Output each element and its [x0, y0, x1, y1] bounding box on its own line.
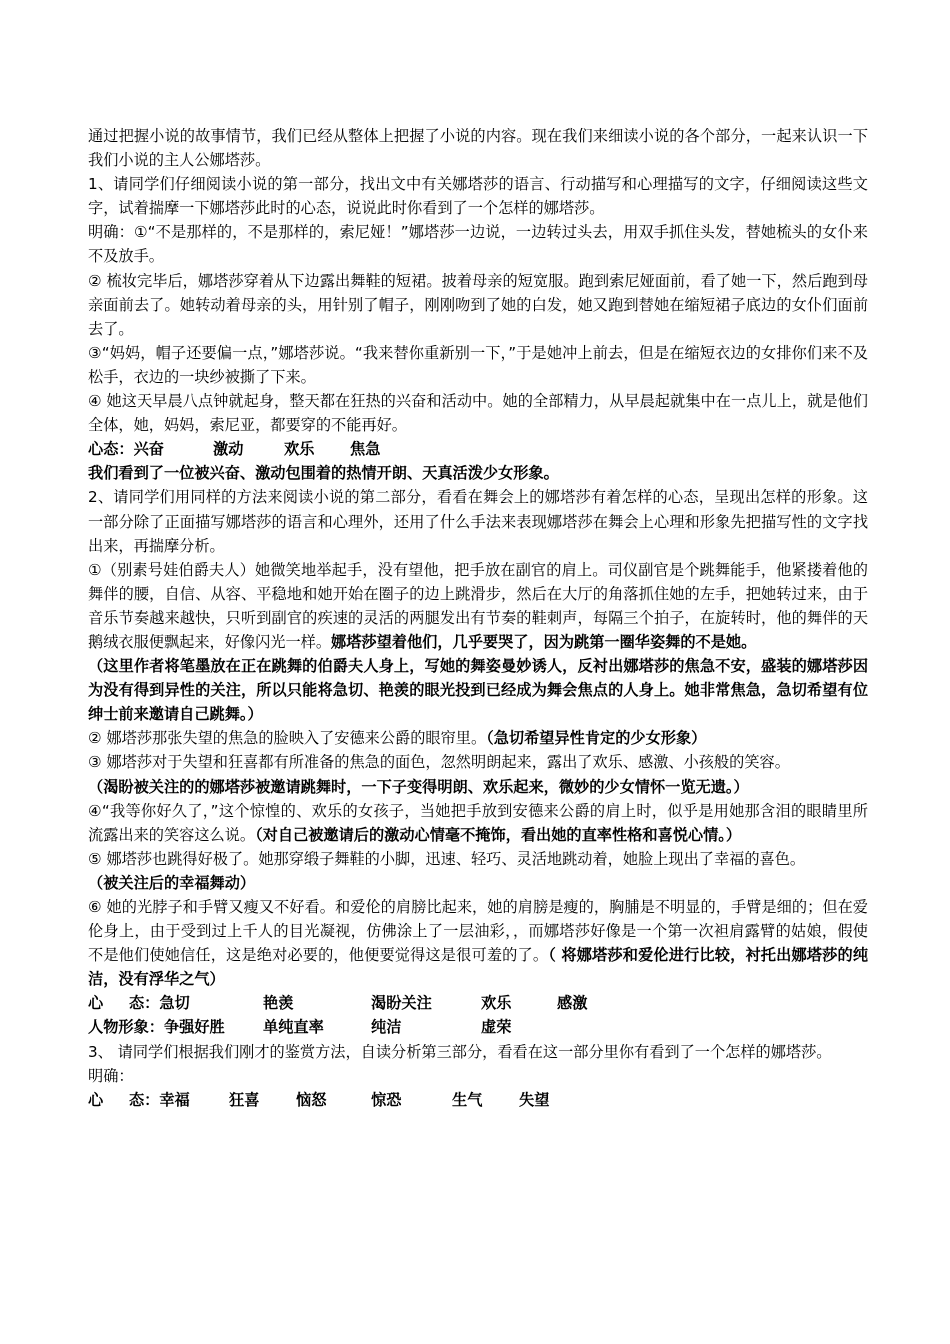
question-2: 2、请同学们用同样的方法来阅读小说的第二部分，看看在舞会上的娜塔莎有着怎样的心态，呈现出怎样的形象。这一部分除了正面描写娜塔莎的语言和心理外，还用了什么手法来表现娜塔莎在舞会上心理和形象先把描写性的文字找出来，再揣摩分析。 — [88, 488, 868, 555]
summary-1: 我们看到了一位被兴奋、激动包围着的热情开朗、天真活泼少女形象。 — [88, 464, 559, 483]
answer-2-item-4 — [88, 799, 868, 847]
answer-1-item-3: ③“妈妈，帽子还要偏一点，”娜塔莎说。“我来替你重新别一下，”于是她冲上前去，但是在缩短衣边的女排你们来不及松手，衣边的一块纱被撕了下来。 — [88, 343, 868, 386]
question-3: 3、 请同学们根据我们刚才的鉴赏方法，自读分析第三部分，看看在这一部分里你有看到了一个怎样的娜塔莎。 — [88, 1042, 832, 1061]
question-1: 1、请同学们仔细阅读小说的第一部分，找出文中有关娜塔莎的语言、行动描写和心理描写的文字，仔细阅读这些文字，试着揣摩一下娜塔莎此时的心态，说说此时你看到了一个怎样的娜塔莎。 — [88, 175, 868, 218]
answer-2-item-6 — [88, 895, 868, 991]
image-2-item: 单纯直率 — [263, 1018, 324, 1037]
answer-2-item-1 — [88, 558, 868, 654]
answer-2-item-2 — [88, 726, 868, 750]
answer-2-item-3-note: （渴盼被关注的的娜塔莎被邀请跳舞时，一下子变得明朗、欢乐起来，微妙的少女情怀一览无遗。） — [88, 777, 749, 796]
answer-1-item-4: ④ 她这天早晨八点钟就起身，整天都在狂热的兴奋和活动中。她的全部精力，从早晨起就集中在一点儿上，就是他们全体，她，妈妈，索尼亚，都要穿的不能再好。 — [88, 392, 868, 435]
image-row-2 — [88, 1015, 868, 1039]
mood-1-item: 欢乐 — [284, 440, 315, 459]
answer-2-item-4-note: （对自己被邀请后的激动心情毫不掩饰，看出她的直率性格和喜悦心情。） — [255, 825, 742, 844]
image-2-item: 纯洁 — [371, 1018, 402, 1037]
answer-2-item-2-text: ② 娜塔莎那张失望的焦急的脸映入了安德来公爵的眼帘里。 — [88, 729, 487, 748]
image-2-item: 虚荣 — [481, 1018, 512, 1037]
answer-2-item-6-text: ⑥ 她的光脖子和手臂又瘦又不好看。和爱伦的肩膀比起来，她的肩膀是瘦的，胸脯是不明显的，手臂是细的；但在爱伦身上，由于受到过上千人的目光凝视，仿佛涂上了一层油彩，，而娜塔莎好像是一个第一次袒肩露臂的姑娘，假使不是他们使她信任，这是绝对必要的，他便要觉得这是很可羞的了。 — [88, 898, 868, 965]
mood-2-item: 感激 — [557, 994, 588, 1013]
mood-row-1 — [88, 437, 868, 461]
mood-row-3 — [88, 1088, 868, 1112]
mood-1-label: 心态：兴奋 — [88, 440, 164, 459]
answer-2-item-1-text: ①（别素号娃伯爵夫人）她微笑地举起手，没有望他，把手放在副官的肩上。司仪副官是个跳舞能手，他紧搂着他的舞伴的腰，自信、从容、平稳地和她开始在圈子的边上跳滑步，然后在大厅的角落抓住她的左手，把她转过来，由于音乐节奏越来越快，只听到副官的疾速的灵活的两腿发出有节奏的鞋刺声，每隔三个拍子，在旋转时，他的舞伴的天鹅绒衣服便飘起来，好像闪光一样。 — [88, 560, 868, 651]
answer-1-item-2: ② 梳妆完毕后，娜塔莎穿着从下边露出舞鞋的短裙。披着母亲的短宽服。跑到索尼娅面前，看了她一下，然后跑到母亲面前去了。她转动着母亲的头，用针别了帽子，刚刚吻到了她的白发，她又跑到替她在缩短裙子底边的女仆们面前去了。 — [88, 271, 868, 338]
mood-3-item: 惊恐 — [371, 1090, 402, 1109]
answer-2-item-6-note: （ 将娜塔莎和爱伦进行比较，衬托出娜塔莎的纯洁，没有浮华之气） — [88, 946, 869, 989]
mood-1-item: 焦急 — [350, 440, 381, 459]
image-2-label: 人物形象：争强好胜 — [88, 1018, 225, 1037]
answer-2-item-3: ③ 娜塔莎对于失望和狂喜都有所准备的焦急的面色，忽然明朗起来，露出了欢乐、感激、小孩般的笑容。 — [88, 753, 790, 772]
mood-2-item: 渴盼关注 — [371, 994, 432, 1013]
answer-3-label: 明确： — [88, 1066, 134, 1085]
mood-3-item: 恼怒 — [296, 1090, 327, 1109]
answer-2-item-5: ⑤ 娜塔莎也跳得好极了。她那穿缎子舞鞋的小脚，迅速、轻巧、灵活地跳动着，她脸上现出了幸福的喜色。 — [88, 849, 806, 868]
mood-3-label: 心 态：幸福 — [88, 1090, 190, 1109]
mood-1-item: 激动 — [213, 440, 244, 459]
mood-2-item: 艳羡 — [263, 994, 294, 1013]
mood-3-item: 生气 — [452, 1090, 483, 1109]
mood-3-item: 失望 — [519, 1090, 550, 1109]
answer-2-item-1-note: （这里作者将笔墨放在正在跳舞的伯爵夫人身上，写她的舞姿曼妙诱人，反衬出娜塔莎的焦急不安，盛装的娜塔莎因为没有得到异性的关注，所以只能将急切、艳羡的眼光投到已经成为舞会焦点的人身上。她非常焦急，急切希望有位绅士前来邀请自己跳舞。） — [88, 657, 868, 724]
mood-3-item: 狂喜 — [229, 1090, 260, 1109]
document-page — [88, 124, 868, 1112]
answer-2-item-2-note: （急切希望异性肯定的少女形象） — [486, 729, 707, 748]
answer-2-item-5-note: （被关注后的幸福舞动） — [88, 873, 256, 892]
answer-2-item-4-text: ④“我等你好久了，”这个惊惶的、欢乐的女孩子，当她把手放到安德来公爵的肩上时，似乎是用她那含泪的眼睛里所流露出来的笑容这么说。 — [88, 801, 868, 844]
intro-paragraph: 通过把握小说的故事情节，我们已经从整体上把握了小说的内容。现在我们来细读小说的各个部分，一起来认识一下我们小说的主人公娜塔莎。 — [88, 127, 868, 170]
answer-2-item-1-highlight: 娜塔莎望着他们，几乎要哭了，因为跳第一圈华姿舞的不是她。 — [331, 632, 757, 651]
answer-1-item-1: 明确：①“不是那样的，不是那样的，索尼娅！”娜塔莎一边说，一边转过头去，用双手抓住头发，替她梳头的女仆来不及放手。 — [88, 223, 868, 266]
mood-row-2 — [88, 991, 868, 1015]
mood-2-label: 心 态：急切 — [88, 994, 190, 1013]
mood-2-item: 欢乐 — [481, 994, 512, 1013]
